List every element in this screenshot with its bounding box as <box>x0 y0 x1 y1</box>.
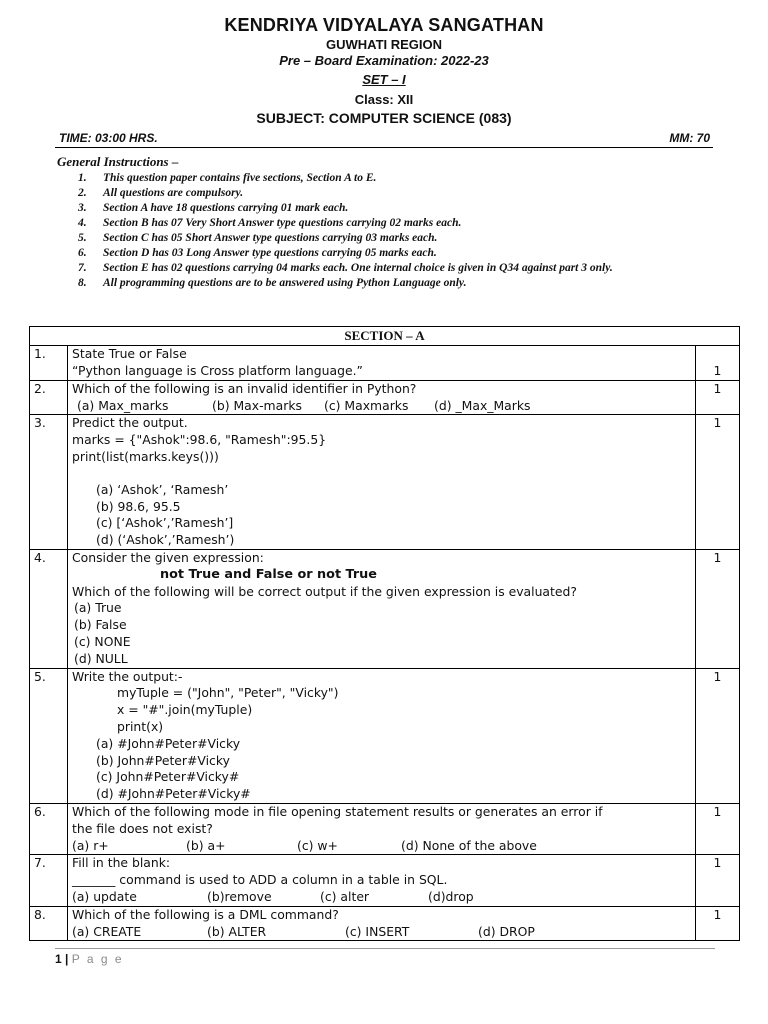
question-row <box>30 803 740 854</box>
header-divider <box>55 147 713 148</box>
code-line: myTuple = ("John", "Peter", "Vicky") <box>117 685 339 701</box>
option: (c) John#Peter#Vicky# <box>96 769 240 785</box>
option: (c) NONE <box>74 633 131 649</box>
exam-title: Pre – Board Examination: 2022-23 <box>279 53 489 68</box>
option: (d) _Max_Marks <box>434 397 531 413</box>
question-text: Consider the given expression: not True and False or not True Which of the following will be correct output if the given expression is evaluated? (a) True (b) False (c) NONE (d) NULL <box>68 549 696 668</box>
option: (a) ‘Ashok’, ‘Ramesh’ <box>96 481 229 497</box>
instruction-item: 4. Section B has 07 Very Short Answer type questions carrying 02 marks each. <box>78 217 462 229</box>
time-label: TIME: 03:00 HRS. <box>59 131 158 145</box>
instructions-list <box>78 171 720 291</box>
question-number: 2. <box>30 380 68 415</box>
option: (a) CREATE <box>72 923 142 939</box>
option: (a) #John#Peter#Vicky <box>96 735 241 751</box>
option: (c) Maxmarks <box>324 397 409 413</box>
page-footer <box>55 948 715 966</box>
code-line: print(x) <box>117 718 164 734</box>
question-text: Which of the following mode in file opening statement results or generates an error if the file does not exist? (a) r+ (b) a+ (c) w+ (d) None of the above <box>68 803 696 854</box>
instruction-item: 8. All programming questions are to be answered using Python Language only. <box>78 277 467 289</box>
option: (d) #John#Peter#Vicky# <box>96 786 251 802</box>
options-row <box>72 398 691 415</box>
code-line: x = "#".join(myTuple) <box>117 702 253 718</box>
question-text: Which of the following is a DML command? (a) CREATE (b) ALTER (c) INSERT (d) DROP <box>68 906 696 941</box>
question-marks: 1 <box>696 380 740 415</box>
region-title: GUWHATI REGION <box>325 37 443 52</box>
class-label: Class: XII <box>354 92 414 107</box>
option: (d) None of the above <box>401 837 537 853</box>
question-row <box>30 906 740 941</box>
option: (b) John#Peter#Vicky <box>96 752 230 768</box>
footer-separator: | <box>65 952 69 966</box>
option: (a) Max_marks <box>77 397 169 413</box>
option: (d) (‘Ashok’,’Ramesh’) <box>96 532 235 548</box>
option: (b) 98.6, 95.5 <box>96 498 181 514</box>
option: (b) ALTER <box>207 923 267 939</box>
question-number: 5. <box>30 668 68 803</box>
instruction-item: 3. Section A have 18 questions carrying 01 mark each. <box>78 202 349 214</box>
option: (b) Max-marks <box>212 397 302 413</box>
question-number: 7. <box>30 855 68 906</box>
max-marks-label: MM: 70 <box>669 131 710 145</box>
question-marks: 1 <box>696 346 740 381</box>
option: (b) False <box>74 617 127 633</box>
question-row <box>30 380 740 415</box>
instruction-item: 1. This question paper contains five sections, Section A to E. <box>78 172 377 184</box>
question-number: 1. <box>30 346 68 381</box>
options-row <box>72 889 691 906</box>
option: (a) update <box>72 888 137 904</box>
organization-title: KENDRIYA VIDYALAYA SANGATHAN <box>224 15 544 35</box>
option: (c) w+ <box>297 837 338 853</box>
page-number: 1 <box>55 952 62 966</box>
question-marks: 1 <box>696 855 740 906</box>
option: (b)remove <box>207 888 272 904</box>
option: (d)drop <box>428 888 474 904</box>
options-row <box>72 838 691 855</box>
question-number: 8. <box>30 906 68 941</box>
question-table <box>29 326 740 941</box>
question-text: Write the output:- myTuple = ("John", "Peter", "Vicky") x = "#".join(myTuple) print(x) (a) #John#Peter#Vicky (b) John#Peter#Vicky (c) John#Peter#Vicky# (d) #John#Peter#Vicky# <box>68 668 696 803</box>
question-row <box>30 668 740 803</box>
page-word: P a g e <box>71 952 124 966</box>
option: (c) [‘Ashok’,’Ramesh’] <box>96 515 234 531</box>
question-marks: 1 <box>696 906 740 941</box>
question-text: State True or False “Python language is Cross platform language.” <box>68 346 696 381</box>
question-text: Predict the output. marks = {"Ashok":98.6, "Ramesh":95.5} print(list(marks.keys())) (a) ‘Ashok’, ‘Ramesh’ (b) 98.6, 95.5 (c) [‘Ashok’,’Ramesh’] (d) (‘Ashok’,’Ramesh’) <box>68 415 696 550</box>
subject-label: SUBJECT: COMPUTER SCIENCE (083) <box>256 110 512 126</box>
option: (d) NULL <box>74 650 128 666</box>
option: (c) INSERT <box>345 923 410 939</box>
question-marks: 1 <box>696 415 740 550</box>
set-label: SET – I <box>362 72 406 87</box>
section-title: SECTION – A <box>30 327 740 346</box>
option: (c) alter <box>320 888 370 904</box>
option: (a) r+ <box>72 837 109 853</box>
section-header-row <box>30 327 740 346</box>
question-marks: 1 <box>696 549 740 668</box>
question-row <box>30 415 740 550</box>
option: (a) True <box>74 600 122 616</box>
question-text: Which of the following is an invalid identifier in Python? (a) Max_marks (b) Max-marks (c) Maxmarks (d) _Max_Marks <box>68 380 696 415</box>
option: (b) a+ <box>186 837 226 853</box>
question-row <box>30 549 740 668</box>
instruction-item: 6. Section D has 03 Long Answer type questions carrying 05 marks each. <box>78 247 437 259</box>
question-row <box>30 346 740 381</box>
option: (d) DROP <box>478 923 535 939</box>
expression: not True and False or not True <box>160 566 377 582</box>
options-row <box>72 924 691 941</box>
instruction-item: 5. Section C has 05 Short Answer type questions carrying 03 marks each. <box>78 232 438 244</box>
question-number: 6. <box>30 803 68 854</box>
question-marks: 1 <box>696 803 740 854</box>
question-number: 4. <box>30 549 68 668</box>
question-row <box>30 855 740 906</box>
question-text: Fill in the blank: _______ command is used to ADD a column in a table in SQL. (a) update (b)remove (c) alter (d)drop <box>68 855 696 906</box>
question-marks: 1 <box>696 668 740 803</box>
question-number: 3. <box>30 415 68 550</box>
instructions-title: General Instructions – <box>57 154 179 169</box>
instruction-item: 2. All questions are compulsory. <box>78 187 244 199</box>
instruction-item: 7. Section E has 02 questions carrying 04 marks each. One internal choice is given in Q34 against part 3 only. <box>78 262 613 274</box>
